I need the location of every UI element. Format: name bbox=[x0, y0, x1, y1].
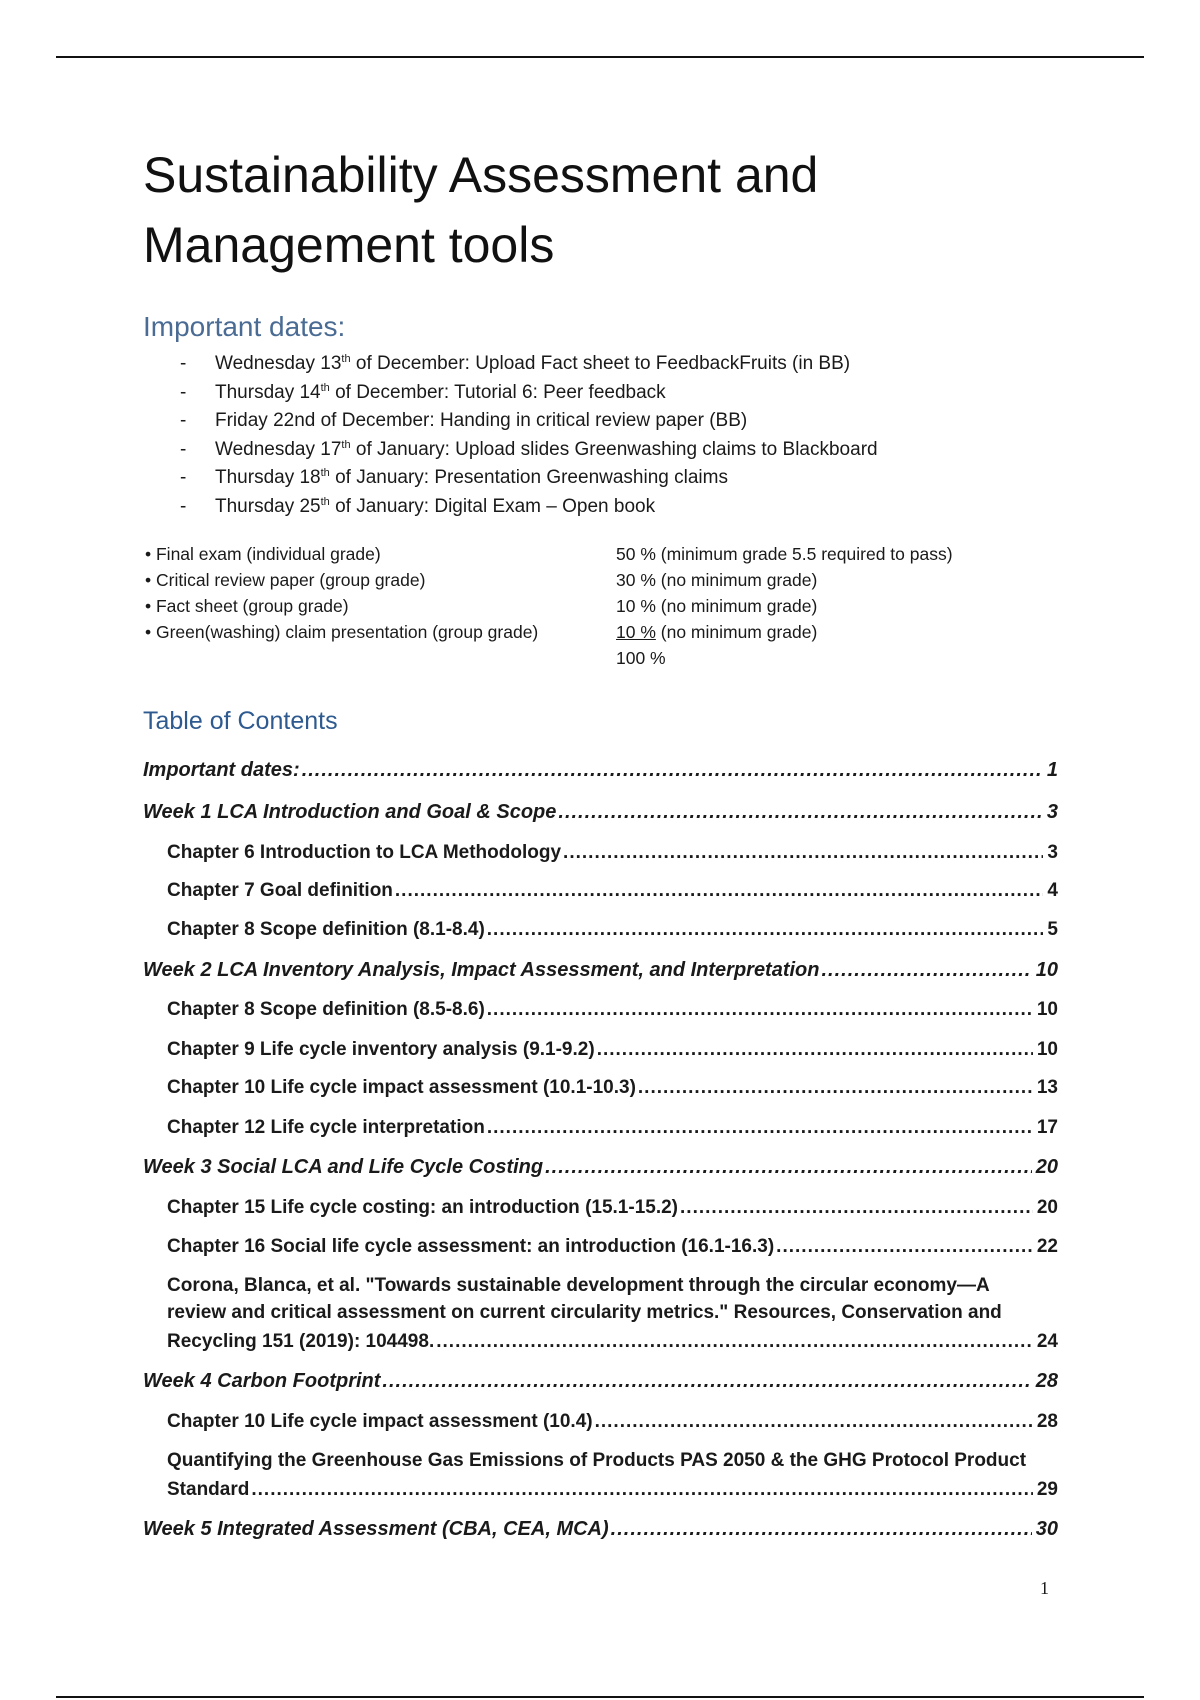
bottom-rule bbox=[56, 1696, 1144, 1698]
toc-entry[interactable]: Chapter 10 Life cycle impact assessment (10.4) ..... 28 bbox=[143, 1393, 1058, 1433]
toc-entry[interactable]: Corona, Blanca, et al. "Towards sustainable development through the circular economy—A review and critical assessment on current circularity metrics." Resources, Conservation and Recycling 151 (2019): 104498. ..... 24 bbox=[143, 1272, 1058, 1353]
top-rule bbox=[56, 56, 1144, 58]
toc-entry[interactable]: Chapter 16 Social life cycle assessment: an introduction (16.1-16.3) ..... 22 bbox=[143, 1219, 1058, 1258]
toc-entry[interactable]: Chapter 9 Life cycle inventory analysis (9.1-9.2) ..... 10 bbox=[143, 1021, 1058, 1061]
important-dates-heading: Important dates: bbox=[143, 311, 346, 342]
grade-row: • Fact sheet (group grade) 10 % (no minimum grade) bbox=[145, 595, 818, 616]
toc-entry[interactable]: Chapter 8 Scope definition (8.5-8.6) ..... 10 bbox=[143, 982, 1058, 1021]
date-item: - Wednesday 13th of December: Upload Fact sheet to FeedbackFruits (in BB) bbox=[180, 353, 851, 374]
toc-entry[interactable]: Week 3 Social LCA and Life Cycle Costing ..... 20 bbox=[143, 1139, 1058, 1179]
date-item: - Thursday 14th of December: Tutorial 6: Peer feedback bbox=[180, 381, 666, 403]
toc-entry[interactable]: Week 2 LCA Inventory Analysis, Impact Assessment, and Interpretation ..... 10 bbox=[143, 941, 1058, 982]
date-item: - Wednesday 17th of January: Upload slides Greenwashing claims to Blackboard bbox=[180, 438, 878, 460]
date-item: - Thursday 25th of January: Digital Exam – Open book bbox=[180, 495, 656, 517]
toc-entry[interactable]: Chapter 7 Goal definition ..... 4 bbox=[143, 864, 1058, 902]
toc-entry[interactable]: Quantifying the Greenhouse Gas Emissions of Products PAS 2050 & the GHG Protocol Product Standard ..... 29 bbox=[143, 1447, 1058, 1501]
toc-entry[interactable]: Important dates: ..... 1 bbox=[143, 740, 1058, 782]
toc-entry[interactable]: Week 5 Integrated Assessment (CBA, CEA, MCA) ..... 30 bbox=[143, 1501, 1058, 1541]
date-item: - Thursday 18th of January: Presentation Greenwashing claims bbox=[180, 467, 728, 489]
toc-entry[interactable]: Week 1 LCA Introduction and Goal & Scope ..... 3 bbox=[143, 782, 1058, 824]
page-number: 1 bbox=[1040, 1578, 1049, 1598]
date-item: - Friday 22nd of December: Handing in critical review paper (BB) bbox=[180, 410, 748, 432]
document-body bbox=[143, 140, 1058, 1541]
grade-row: • Critical review paper (group grade) 30 % (no minimum grade) bbox=[145, 569, 818, 590]
important-dates-list bbox=[143, 350, 1058, 522]
toc-entry[interactable]: Chapter 12 Life cycle interpretation ..... 17 bbox=[143, 1099, 1058, 1139]
toc-entry[interactable]: Chapter 6 Introduction to LCA Methodology ..... 3 bbox=[143, 824, 1058, 864]
toc-entry[interactable]: Chapter 10 Life cycle impact assessment (10.1-10.3) ..... 13 bbox=[143, 1061, 1058, 1099]
toc-heading: Table of Contents bbox=[143, 706, 338, 735]
toc-entry[interactable]: Chapter 8 Scope definition (8.1-8.4) ..... 5 bbox=[143, 902, 1058, 941]
toc-entry[interactable]: Chapter 15 Life cycle costing: an introduction (15.1-15.2) ..... 20 bbox=[143, 1179, 1058, 1219]
toc-entry[interactable]: Week 4 Carbon Footprint ..... 28 bbox=[143, 1353, 1058, 1393]
grade-row: • Green(washing) claim presentation (group grade) 10 % (no minimum grade) bbox=[145, 621, 818, 642]
grade-weights-table bbox=[143, 544, 1058, 674]
grade-total-row: 100 % bbox=[616, 647, 666, 668]
table-of-contents bbox=[143, 740, 1058, 1541]
grade-row: • Final exam (individual grade) 50 % (minimum grade 5.5 required to pass) bbox=[145, 543, 953, 564]
document-title: Sustainability Assessment and Management tools bbox=[143, 147, 819, 273]
